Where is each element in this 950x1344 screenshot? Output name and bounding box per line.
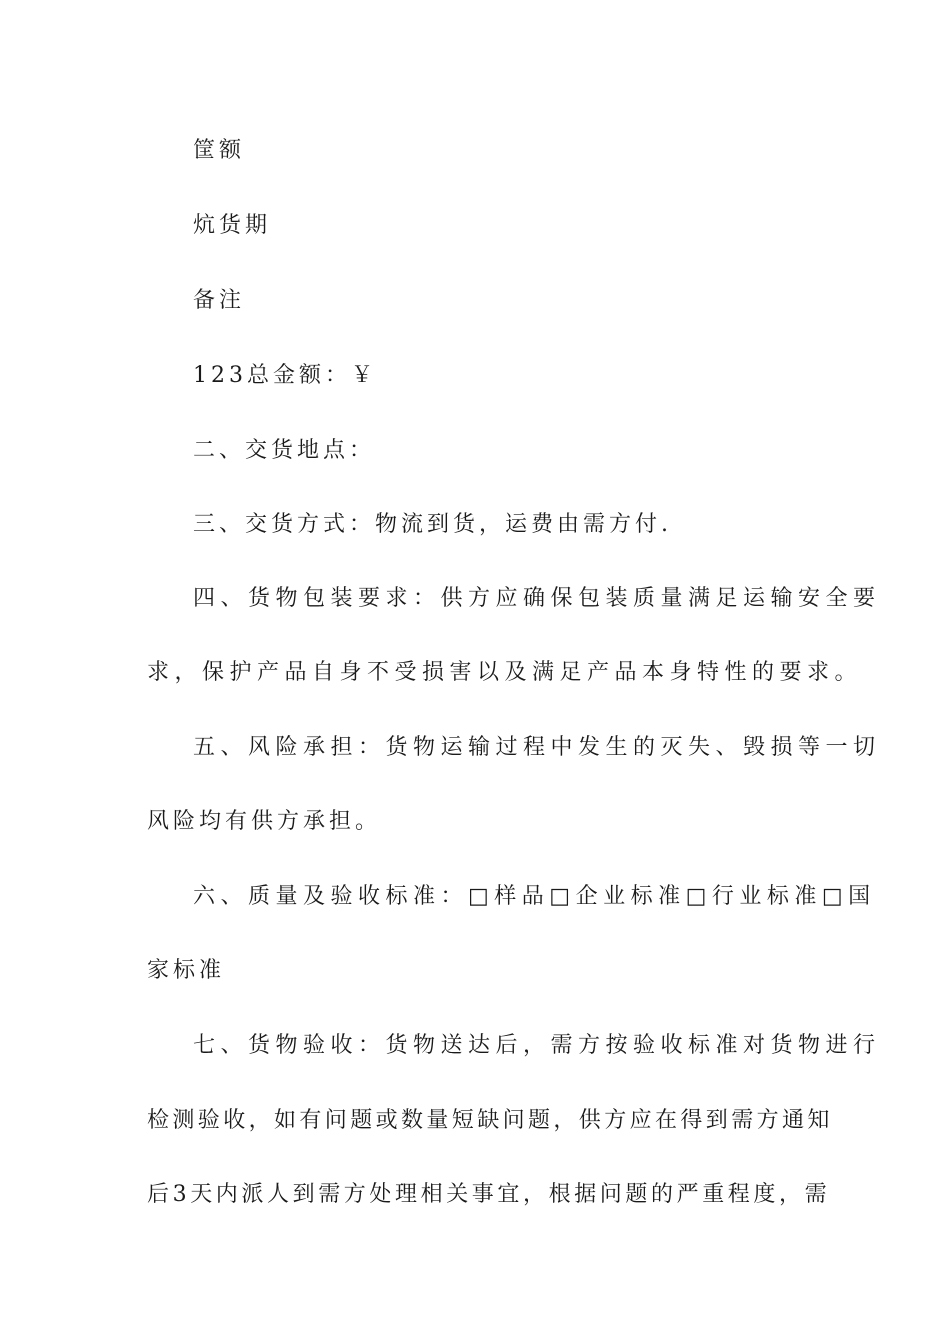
text-line-delivery-period: 炕货期 <box>193 213 272 238</box>
section-risk-line-1: 五、风险承担：货物运输过程中发生的灭失、毁损等一切 <box>193 735 881 760</box>
section-risk-line-2: 风险均有供方承担。 <box>147 809 382 834</box>
section-quality-line-2: 家标准 <box>147 958 226 983</box>
section-packaging-line-2: 求，保护产品自身不受损害以及满足产品本身特性的要求。 <box>147 660 863 685</box>
text-line-remarks: 备注 <box>193 288 246 313</box>
text-line-quota: 筐额 <box>193 138 246 163</box>
section-inspection-line-3: 后3天内派人到需方处理相关事宜，根据问题的严重程度，需 <box>147 1182 831 1207</box>
section-packaging-line-1: 四、货物包装要求：供方应确保包装质量满足运输安全要 <box>193 586 881 611</box>
section-inspection-line-1: 七、货物验收：货物送达后，需方按验收标准对货物进行 <box>193 1033 881 1058</box>
section-delivery-method: 三、交货方式：物流到货，运费由需方付. <box>193 512 672 537</box>
section-inspection-line-2: 检测验收，如有问题或数量短缺问题，供方应在得到需方通知 <box>147 1108 833 1133</box>
section-delivery-location: 二、交货地点： <box>193 438 376 463</box>
text-line-total-amount: 123总金额：￥ <box>193 363 377 388</box>
section-quality-line-1: 六、质量及验收标准：□样品□企业标准□行业标准□国 <box>193 884 876 909</box>
